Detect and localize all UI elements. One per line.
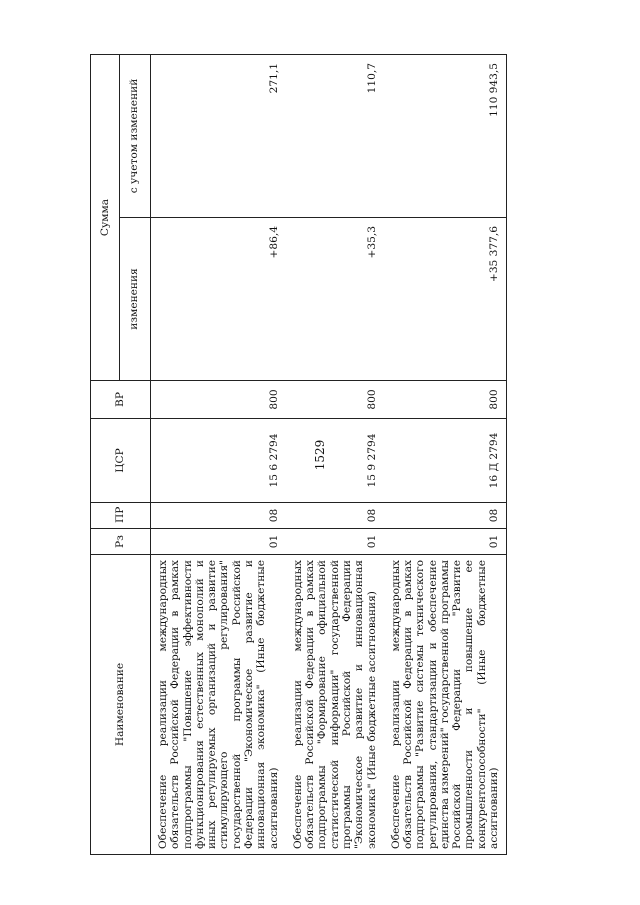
- table-header-row: [91, 54, 120, 854]
- header-vr: ВР: [91, 381, 151, 419]
- row-pr: 08: [286, 503, 384, 529]
- row-change: +35 377,6: [384, 218, 507, 381]
- row-vr: 800: [384, 381, 507, 419]
- row-vr: 800: [151, 381, 286, 419]
- budget-table: [90, 54, 507, 855]
- row-vr: 800: [286, 381, 384, 419]
- row-name: Обеспечение реализации международных обязательств Российской Федерации в рамках подпрограммы "Повышение эффективности функционирования естественных монополий и иных регулируемых организаций и развитие стимулирующего регулирования" государственной программы Российской Федерации "Экономическое развитие и инновационная экономика" (Иные бюджетные ассигнования): [151, 555, 286, 855]
- row-csr: 16 Д 2794: [384, 419, 507, 503]
- header-with-change: с учетом изменений: [120, 54, 151, 217]
- row-rz: 01: [286, 529, 384, 555]
- page-number: 1529: [313, 439, 327, 471]
- row-csr: 15 6 2794: [151, 419, 286, 503]
- row-name: Обеспечение реализации международных обязательств Российской Федерации в рамках подпрограммы "Формирование официальной статистической информации" государственной программы Российской Федерации "Экономическое развитие и инновационная экономика" (Иные бюджетные ассигнования): [286, 555, 384, 855]
- row-total: 110 943,5: [384, 54, 507, 217]
- row-pr: 08: [151, 503, 286, 529]
- rotated-page-content: [90, 55, 620, 855]
- table-row: [151, 54, 286, 854]
- row-csr: 15 9 2794: [286, 419, 384, 503]
- table-row: [384, 54, 507, 854]
- table-row: [286, 54, 384, 854]
- row-name: Обеспечение реализации международных обязательств Российской Федерации в рамках подпрограммы "Развитие системы технического регулирования, стандартизации и обеспечение единства измерений" государственной программы Российской Федерации "Развитие промышленности и повышение ее конкурентоспособности" (Иные бюджетные ассигнования): [384, 555, 507, 855]
- header-csr: ЦСР: [91, 419, 151, 503]
- header-pr: ПР: [91, 503, 151, 529]
- header-name: Наименование: [91, 555, 151, 855]
- header-rz: Рз: [91, 529, 151, 555]
- row-total: 110,7: [286, 54, 384, 217]
- row-change: +35,3: [286, 218, 384, 381]
- row-total: 271,1: [151, 54, 286, 217]
- row-pr: 08: [384, 503, 507, 529]
- header-sum: Сумма: [91, 54, 120, 380]
- row-change: +86,4: [151, 218, 286, 381]
- row-rz: 01: [384, 529, 507, 555]
- header-change: изменения: [120, 218, 151, 381]
- row-rz: 01: [151, 529, 286, 555]
